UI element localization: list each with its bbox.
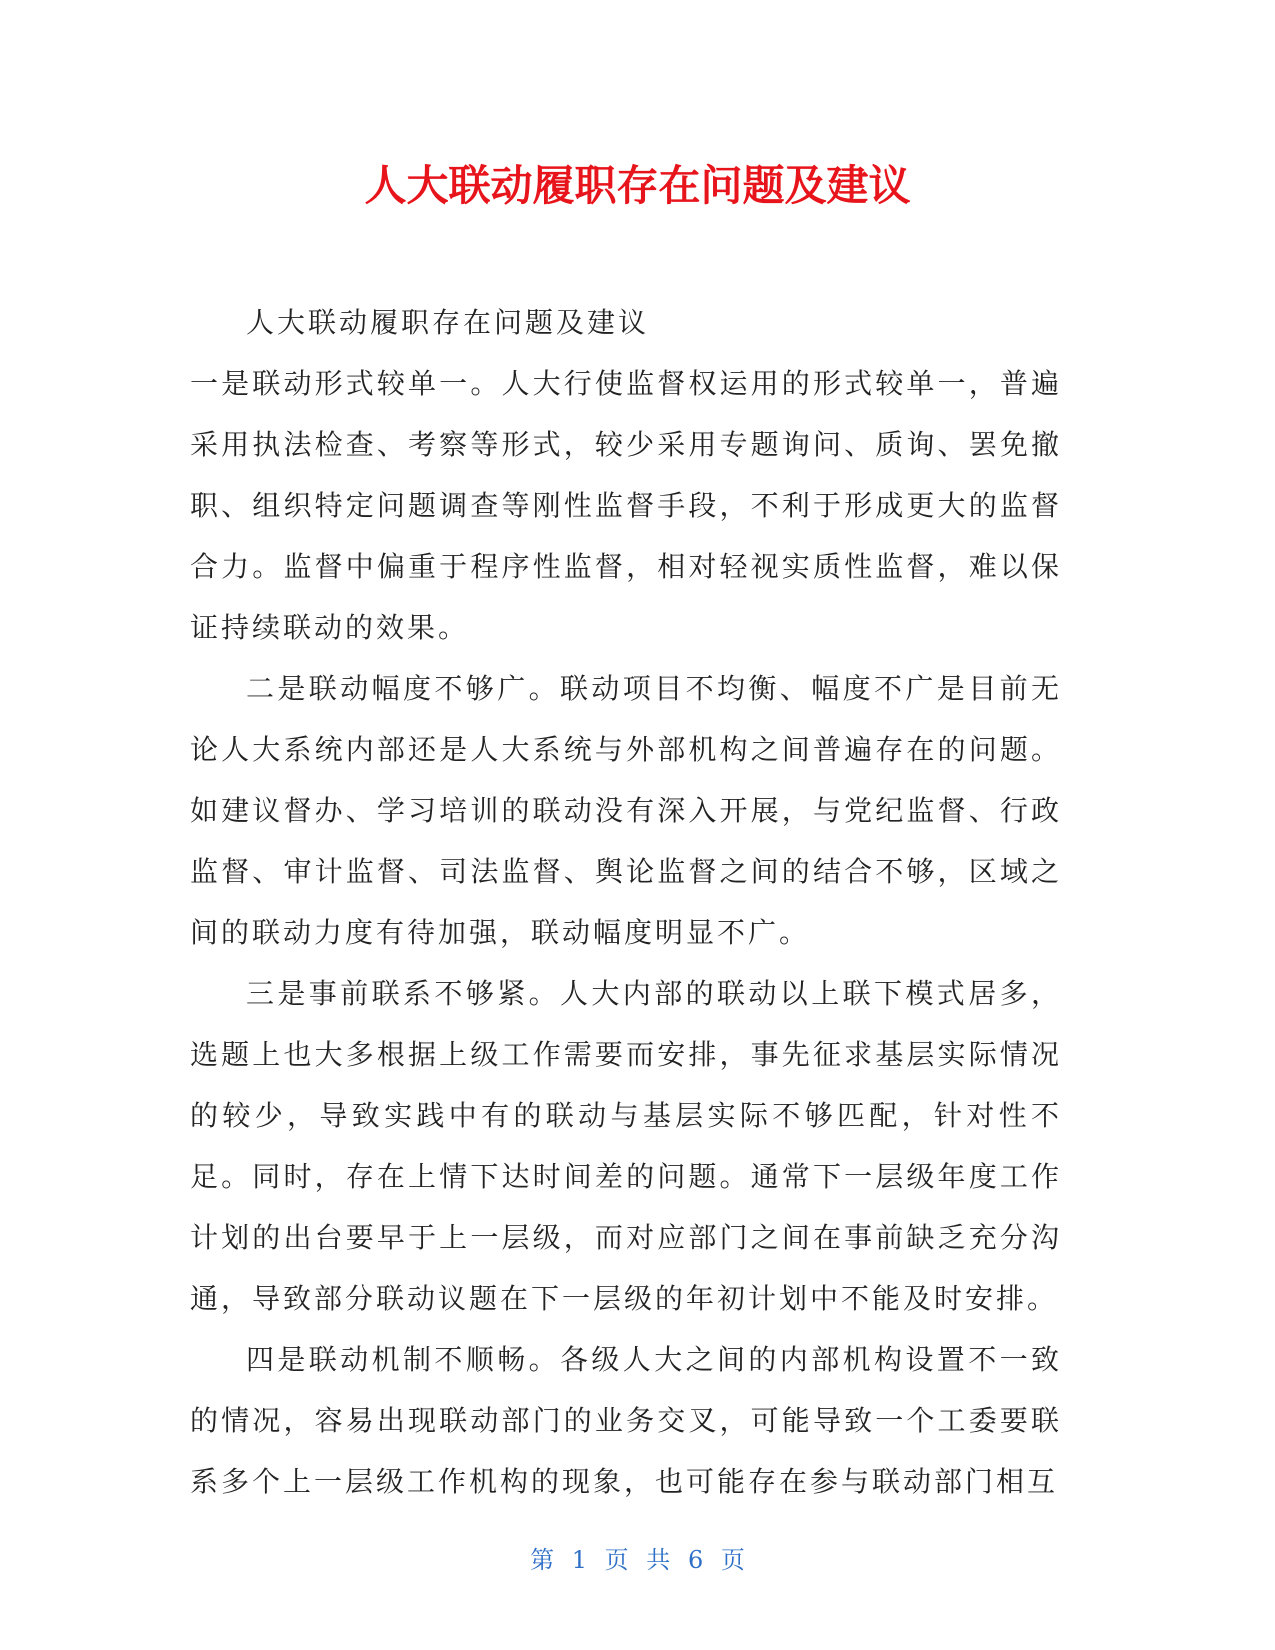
paragraph-point-1: 一是联动形式较单一。人大行使监督权运用的形式较单一，普遍采用执法检查、考察等形式，较少采用专题询问、质询、罢免撤职、组织特定问题调查等刚性监督手段，不利于形成更大的监督合力。监督中偏重于程序性监督，相对轻视实质性监督，难以保证持续联动的效果。: [190, 367, 1062, 644]
paragraph-subtitle: 人大联动履职存在问题及建议: [246, 306, 650, 339]
paragraph-point-4: 四是联动机制不顺畅。各级人大之间的内部机构设置不一致的情况，容易出现联动部门的业务交叉，可能导致一个工委要联系多个上一层级工作机构的现象，也可能存在参与联动部门相互: [190, 1343, 1062, 1498]
page-number-footer: 第 1 页 共 6 页: [530, 1546, 745, 1574]
document-title: 人大联动履职存在问题及建议: [364, 161, 911, 210]
paragraph-point-3: 三是事前联系不够紧。人大内部的联动以上联下模式居多，选题上也大多根据上级工作需要而安排，事先征求基层实际情况的较少，导致实践中有的联动与基层实际不够匹配，针对性不足。同时，存在上情下达时间差的问题。通常下一层级年度工作计划的出台要早于上一层级，而对应部门之间在事前缺乏充分沟通，导致部分联动议题在下一层级的年初计划中不能及时安排。: [190, 977, 1062, 1315]
paragraph-point-2: 二是联动幅度不够广。联动项目不均衡、幅度不广是目前无论人大系统内部还是人大系统与外部机构之间普遍存在的问题。如建议督办、学习培训的联动没有深入开展，与党纪监督、行政监督、审计监督、司法监督、舆论监督之间的结合不够，区域之间的联动力度有待加强，联动幅度明显不广。: [190, 672, 1062, 949]
document-body: [190, 292, 1062, 1512]
